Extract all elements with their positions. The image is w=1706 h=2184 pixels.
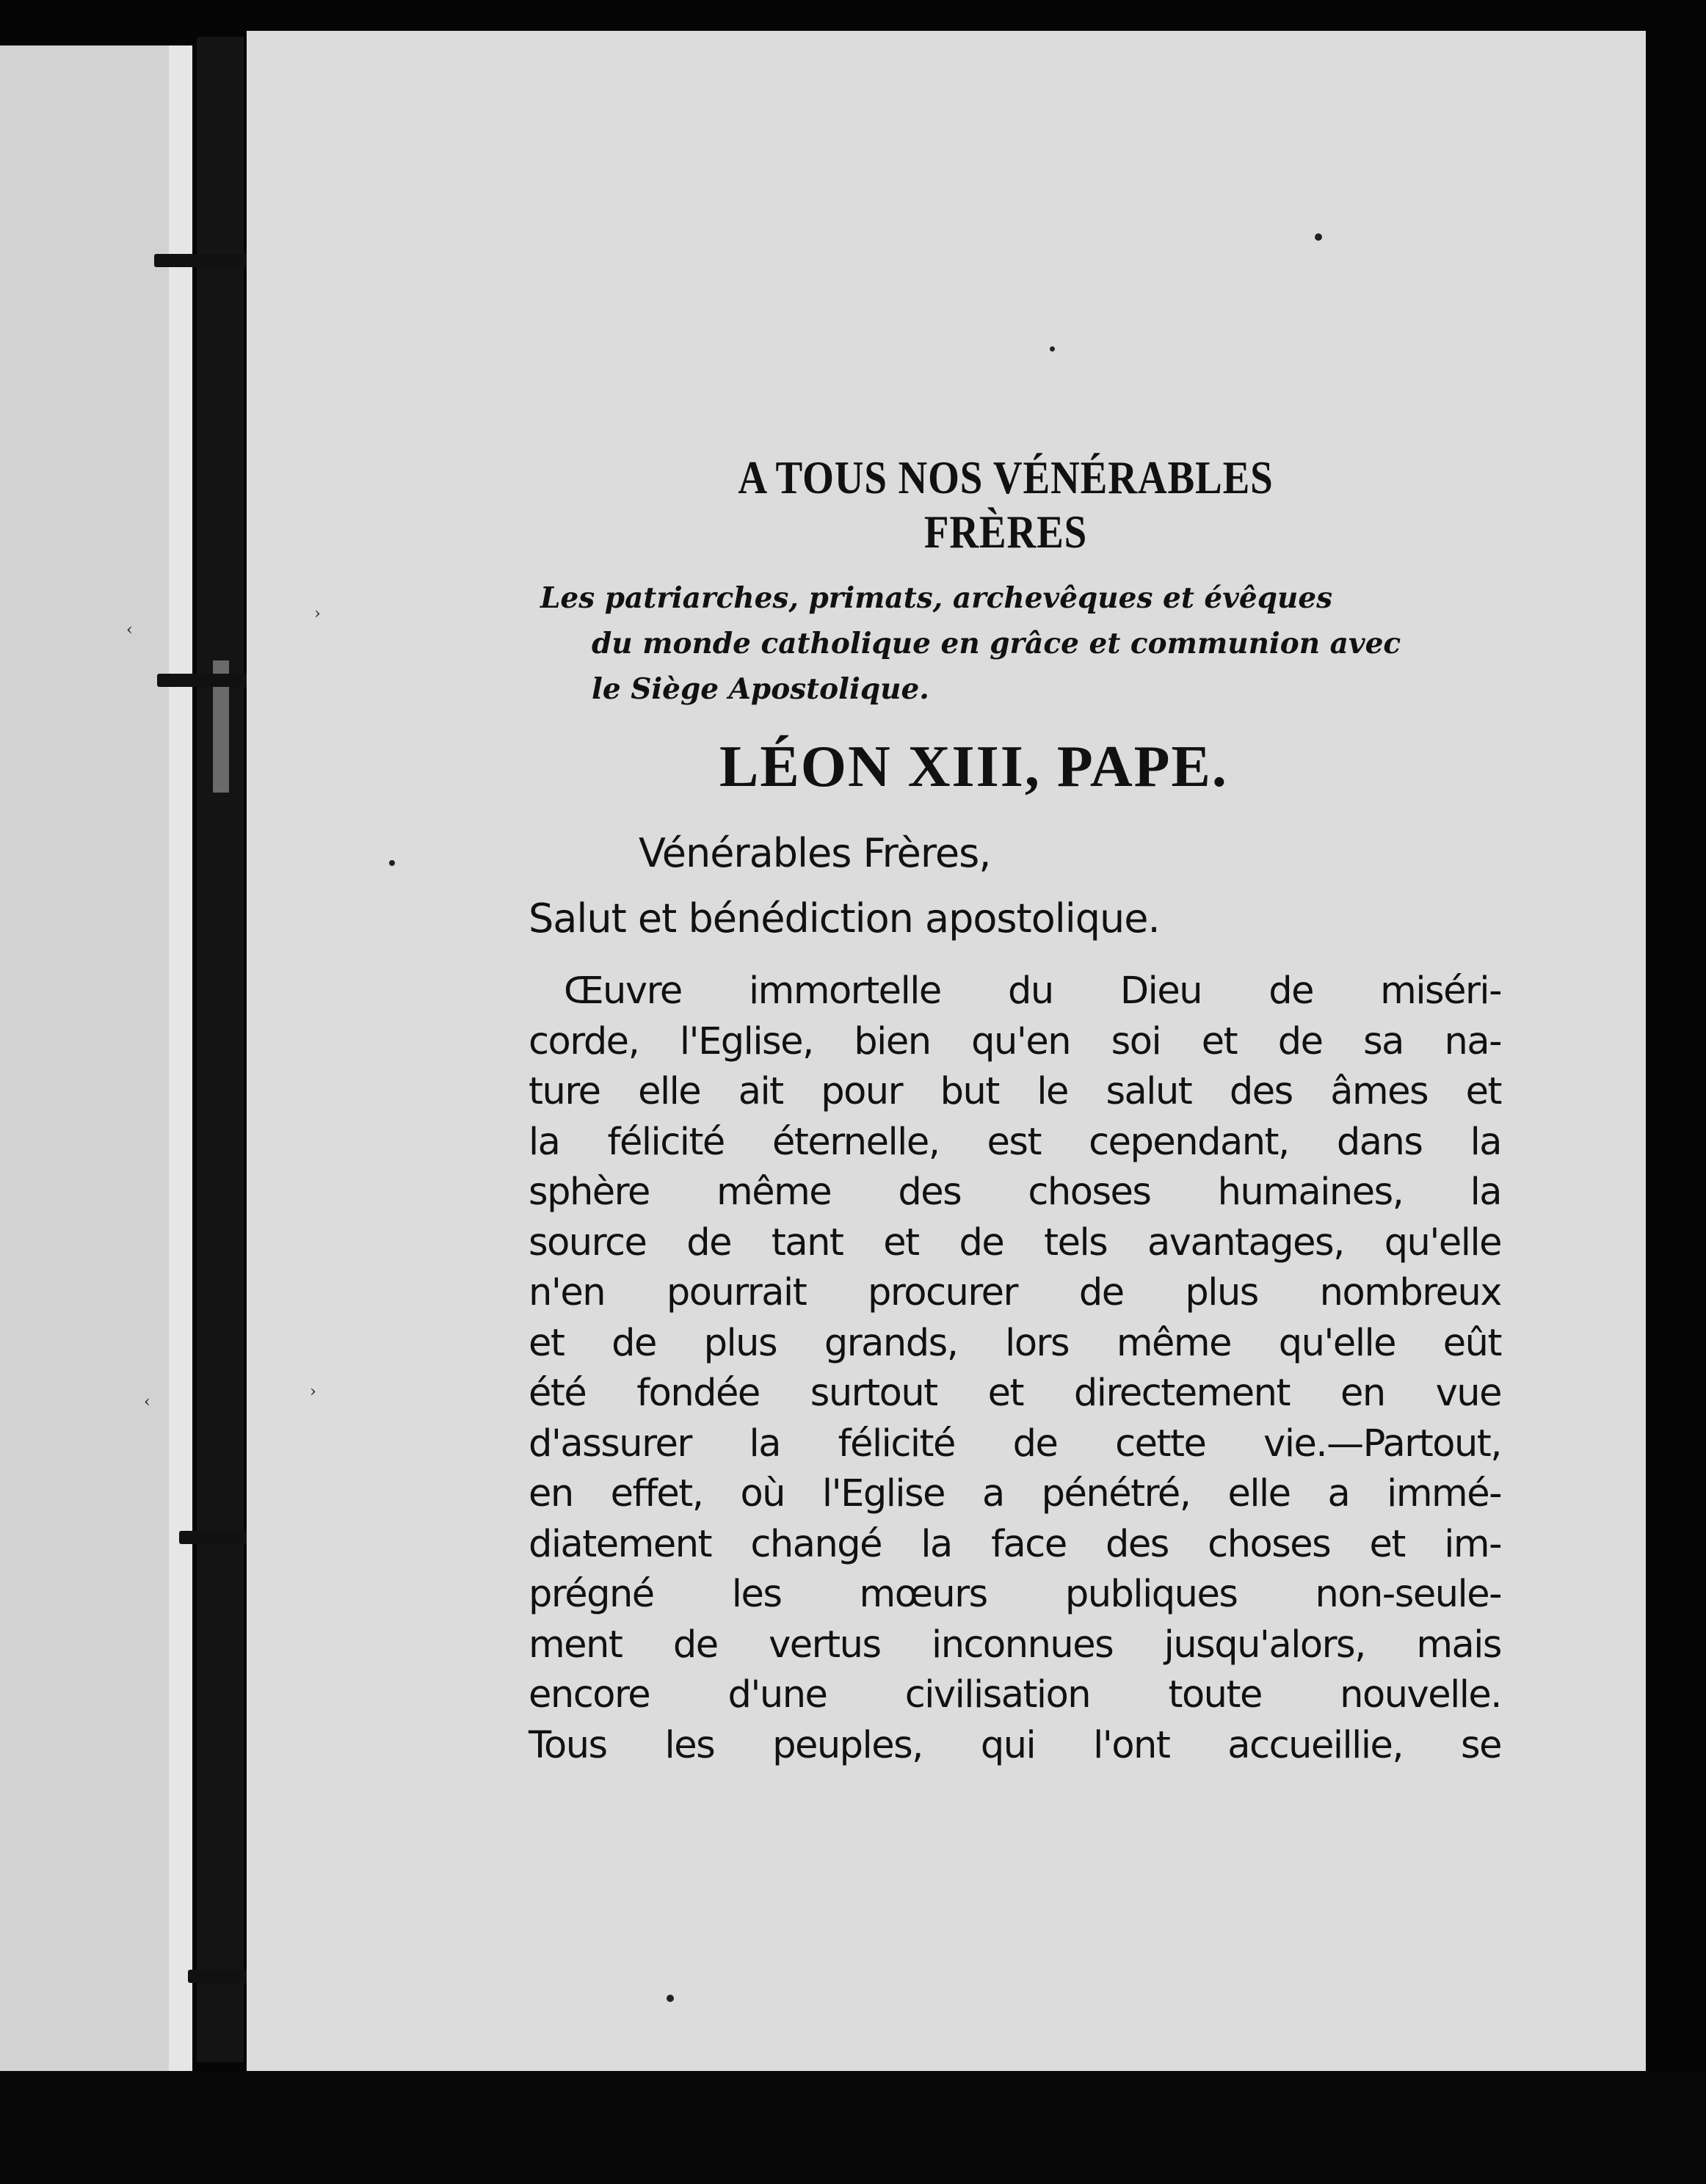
body-line: source de tant et de tels avantages, qu'elle — [529, 1220, 1501, 1264]
address-line: Les patriarches, primats, archevêques et évêques — [540, 581, 1333, 615]
ink-mark: ‹ — [144, 1393, 150, 1411]
body-line: prégné les mœurs publiques non-seule- — [529, 1573, 1501, 1616]
body-line: la félicité éternelle, est cependant, dans la — [529, 1120, 1501, 1164]
ink-mark: › — [310, 1383, 316, 1401]
body-line: sphère même des choses humaines, la — [529, 1171, 1501, 1214]
body-line: été fondée surtout et directement en vue — [529, 1372, 1501, 1415]
body-line: diatement changé la face des choses et im- — [529, 1522, 1501, 1566]
ink-speck — [1050, 346, 1055, 352]
salutation: Salut et bénédiction apostolique. — [529, 895, 1160, 942]
page-heading: A TOUS NOS VÉNÉRABLES FRÈRES — [738, 451, 1274, 558]
ink-speck — [389, 860, 395, 866]
pope-title: LÉON XIII, PAPE. — [719, 735, 1228, 799]
body-line: ture elle ait pour but le salut des âmes et — [529, 1070, 1501, 1113]
body-line: encore d'une civilisation toute nouvelle. — [529, 1673, 1501, 1717]
body-line: n'en pourrait procurer de plus nombreux — [529, 1271, 1501, 1314]
ink-speck — [667, 1995, 674, 2002]
ink-mark: › — [314, 605, 321, 623]
left-page-edge — [169, 46, 192, 2071]
binding-spine — [197, 37, 244, 2062]
body-line: et de plus grands, lors même qu'elle eût — [529, 1321, 1501, 1365]
ink-speck — [1315, 233, 1322, 241]
ink-mark: ‹ — [126, 621, 133, 639]
greeting: Vénérables Frères, — [639, 830, 991, 876]
address-line: le Siège Apostolique. — [592, 672, 929, 706]
scan-border — [0, 2071, 1706, 2184]
page-text — [514, 433, 1501, 1771]
body-line: ment de vertus inconnues jusqu'alors, mais — [529, 1623, 1501, 1667]
body-line: en effet, où l'Eglise a pénétré, elle a immé- — [529, 1472, 1501, 1515]
address-block — [540, 575, 1502, 712]
body-line: d'assurer la félicité de cette vie.—Partout, — [529, 1422, 1501, 1466]
address-line: du monde catholique en grâce et communion avec — [592, 627, 1401, 660]
body-line: Œuvre immortelle du Dieu de miséri- — [564, 969, 1501, 1013]
body-line: Tous les peuples, qui l'ont accueillie, se — [529, 1723, 1501, 1767]
body-paragraph — [529, 967, 1501, 1771]
left-facing-page — [0, 46, 192, 2071]
body-line: corde, l'Eglise, bien qu'en soi et de sa na- — [529, 1019, 1501, 1063]
